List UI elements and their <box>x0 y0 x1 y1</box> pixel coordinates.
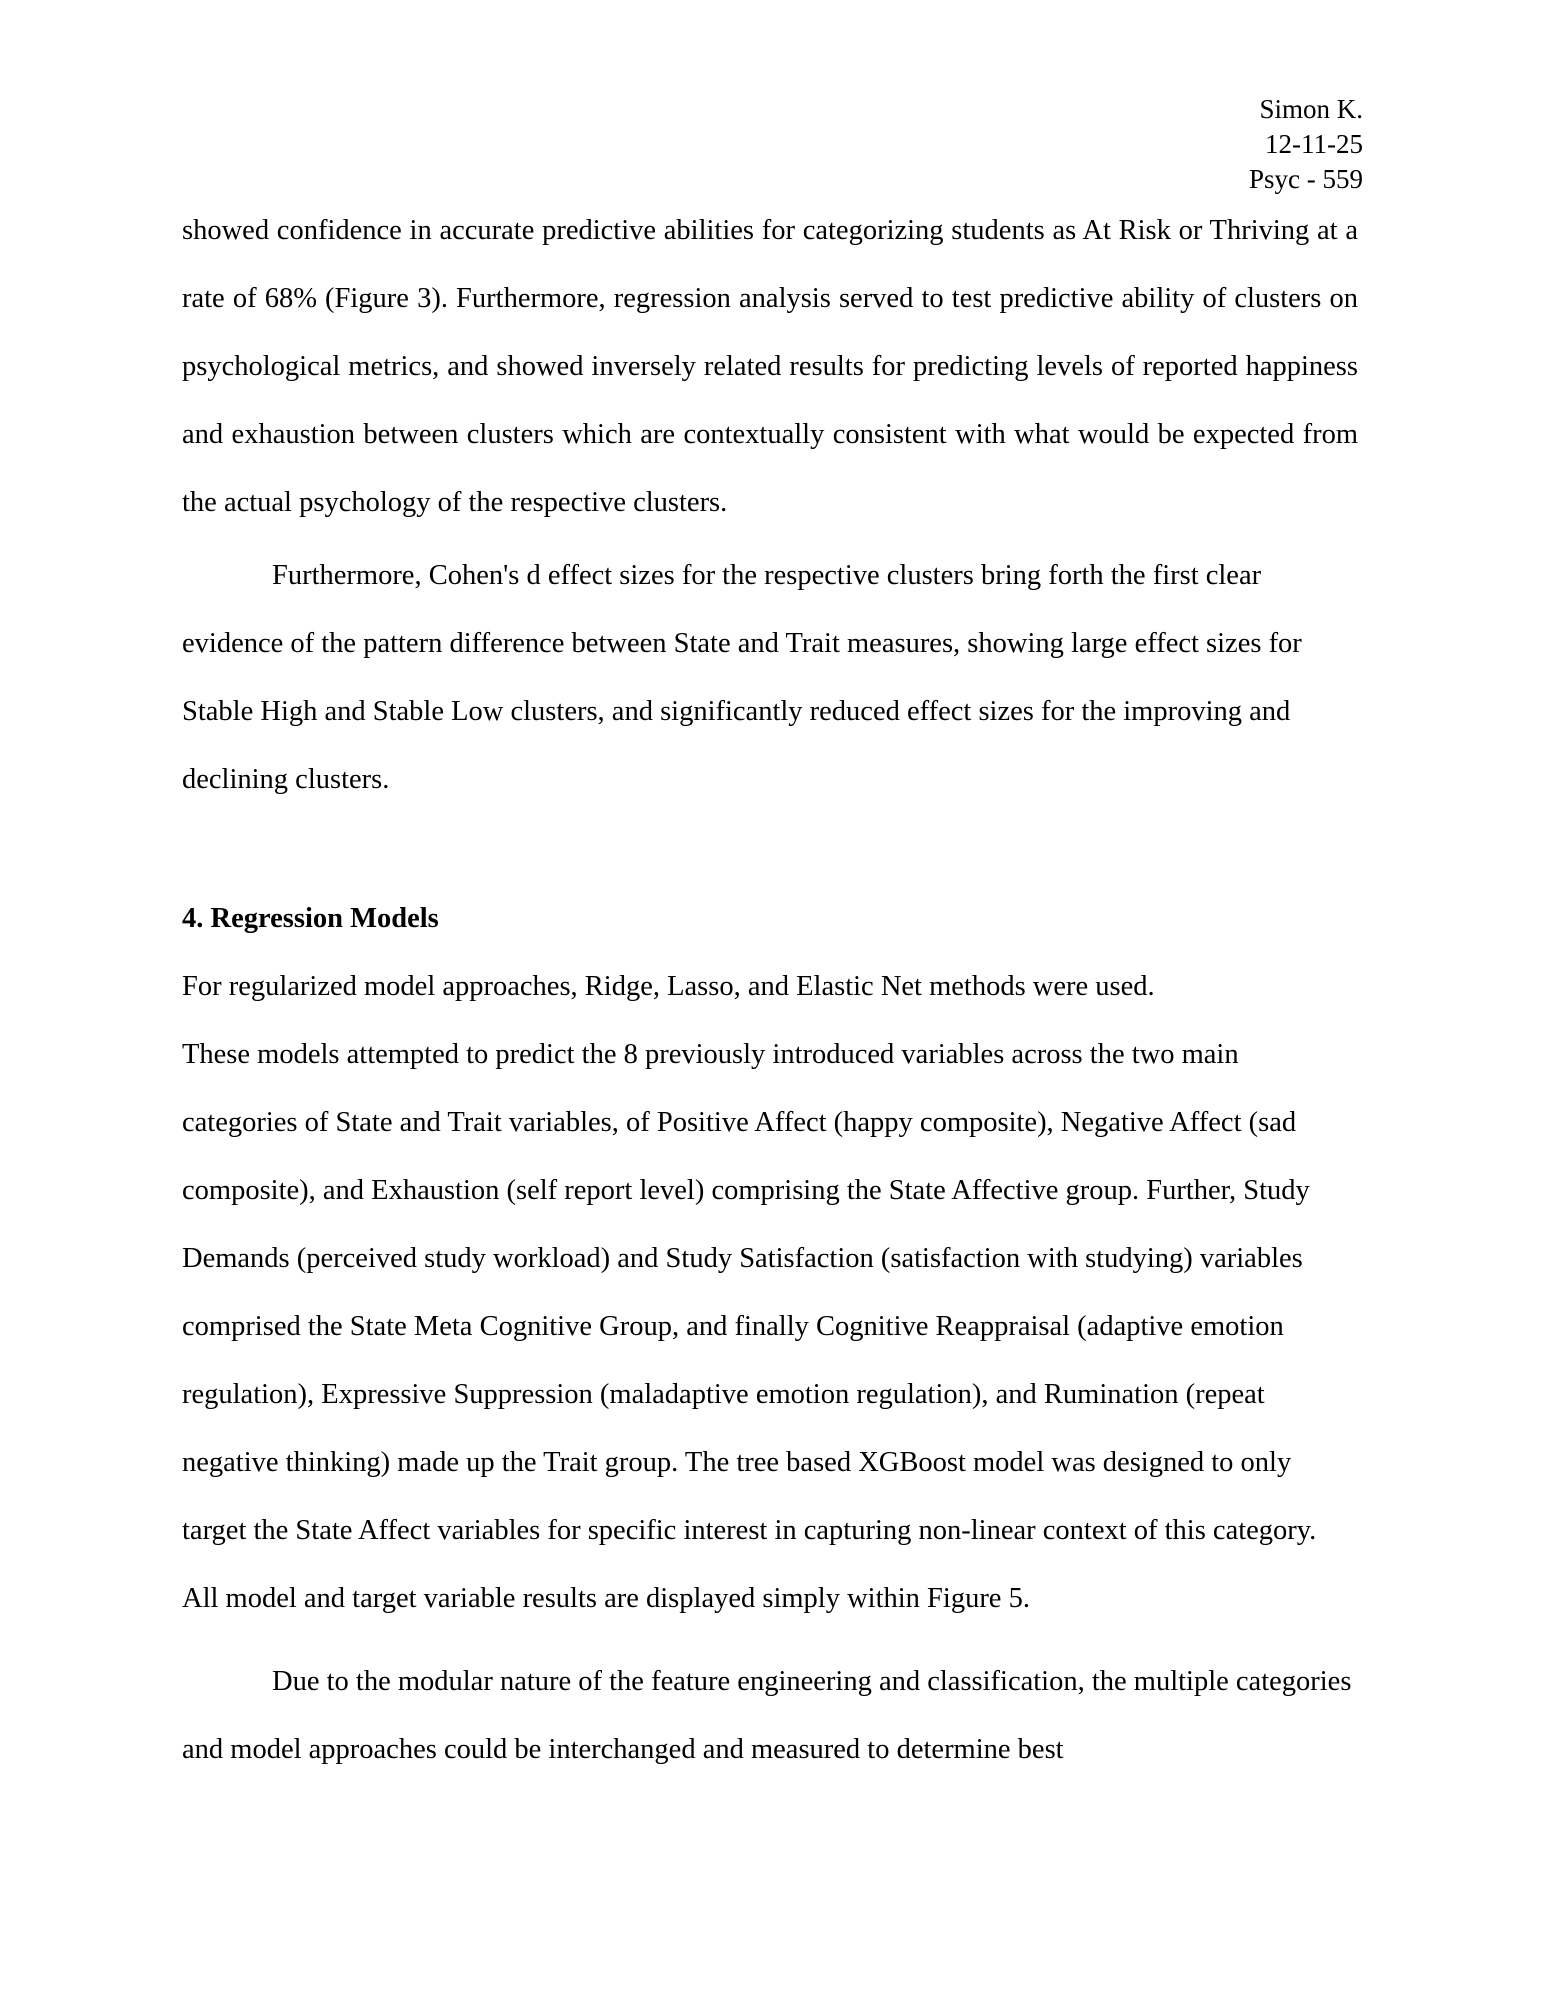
header-date: 12-11-25 <box>1265 129 1363 159</box>
paragraph-regression-models-line1: For regularized model approaches, Ridge, Lasso, and Elastic Net methods were used. <box>182 971 1155 1002</box>
paragraph-classification-results: showed confidence in accurate predictive abilities for categorizing students as At Risk or Thriving at a rate of 68% (Figure 3). Furthermore, regression analysis served to test predictive ability of clusters on psychological metrics, and showed inversely related results for predicting levels of reported happiness and exhaustion between clusters which are contextually consistent with what would be expected from the actual psychology of the respective clusters. <box>182 215 1358 518</box>
page-header <box>1249 92 1363 197</box>
paragraph-modular-nature: Due to the modular nature of the feature engineering and classification, the multiple categories and model approaches could be interchanged and measured to determine best <box>182 1666 1352 1765</box>
header-author: Simon K. <box>1259 94 1363 124</box>
paragraph-effect-sizes: Furthermore, Cohen's d effect sizes for the respective clusters bring forth the first clear evidence of the pattern difference between State and Trait measures, showing large effect sizes for Stable High and Stable Low clusters, and significantly reduced effect sizes for the improving and declining clusters. <box>182 560 1302 795</box>
header-course: Psyc - 559 <box>1249 164 1363 194</box>
document-body <box>182 197 1358 1784</box>
paragraph-regression-models <box>182 953 1358 1633</box>
section-heading: 4. Regression Models <box>182 903 439 934</box>
paragraph-regression-models-body: These models attempted to predict the 8 previously introduced variables across the two main categories of State and Trait variables, of Positive Affect (happy composite), Negative Affect (sad composite), and Exhaustion (self report level) comprising the State Affective group. Further, Study Demands (perceived study workload) and Study Satisfaction (satisfaction with studying) variables comprised the State Meta Cognitive Group, and finally Cognitive Reappraisal (adaptive emotion regulation), Expressive Suppression (maladaptive emotion regulation), and Rumination (repeat negative thinking) made up the Trait group. The tree based XGBoost model was designed to only target the State Affect variables for specific interest in capturing non-linear context of this category. All model and target variable results are displayed simply within Figure 5. <box>182 1039 1317 1614</box>
